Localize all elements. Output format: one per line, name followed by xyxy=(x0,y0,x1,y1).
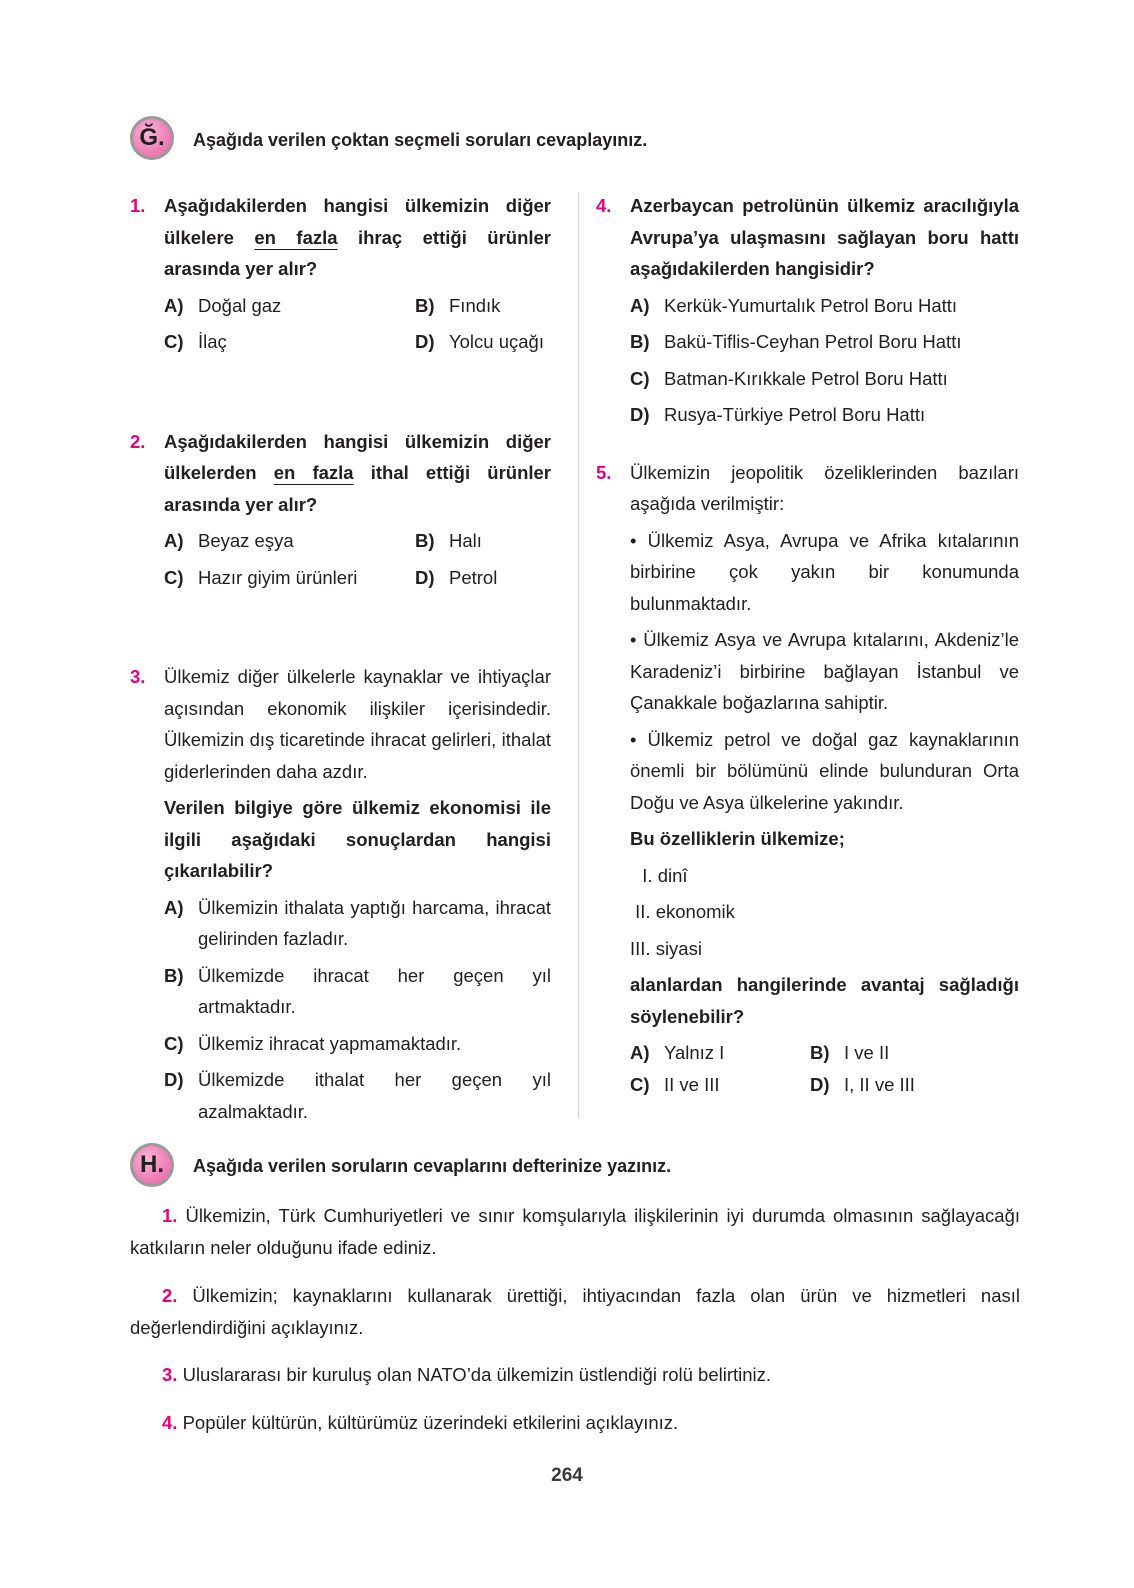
question-stem xyxy=(164,190,551,285)
section-badge-h xyxy=(130,1143,174,1187)
option-letter: A) xyxy=(164,896,184,918)
option-a[interactable] xyxy=(164,525,415,557)
question-text: Popüler kültürün, kültürümüz üzerindeki etkilerini açıklayınız. xyxy=(177,1412,679,1433)
option-text: Hazır giyim ürünleri xyxy=(198,566,358,588)
option-text: Bakü-Tiflis-Ceyhan Petrol Boru Hattı xyxy=(664,331,962,352)
option-text: Yolcu uçağı xyxy=(449,331,544,352)
question-number: 1. xyxy=(162,1205,178,1226)
question-1 xyxy=(130,190,551,358)
options xyxy=(630,290,1019,431)
option-text: Ülkemizin ithalata yaptığı harcama, ihracat gelirinden fazladır. xyxy=(198,896,551,949)
question-stem: Verilen bilgiye göre ülkemiz ekonomisi ile ilgili aşağıdaki sonuçlardan hangisi çıkarılabilir? xyxy=(164,797,551,881)
option-text: I, II ve III xyxy=(844,1073,915,1095)
option-text: Ülkemizde ithalat her geçen yıl azalmaktadır. xyxy=(198,1069,551,1122)
emphasis-underline: en fazla xyxy=(273,462,354,483)
option-b[interactable] xyxy=(810,1037,1019,1069)
option-letter: A) xyxy=(630,1042,650,1063)
option-d[interactable] xyxy=(415,562,551,594)
question-number: 1. xyxy=(130,195,146,216)
section-badge-g-label: Ğ. xyxy=(139,124,165,151)
option-text: Doğal gaz xyxy=(198,294,282,316)
question-number: 5. xyxy=(596,461,612,483)
option-letter: D) xyxy=(164,1069,184,1090)
open-question-1 xyxy=(130,1200,1020,1264)
option-letter: B) xyxy=(810,1042,830,1063)
option-b[interactable] xyxy=(630,326,1019,358)
option-text: Yalnız I xyxy=(664,1042,725,1063)
option-text: I ve II xyxy=(844,1042,890,1063)
option-c[interactable] xyxy=(630,1069,810,1101)
option-text: İlaç xyxy=(198,331,227,352)
option-d[interactable] xyxy=(630,399,1019,431)
section-badge-h-label: H. xyxy=(140,1151,164,1178)
option-letter: C) xyxy=(164,331,184,352)
question-intro: Ülkemizin jeopolitik özeliklerinden bazıları aşağıda verilmiştir: xyxy=(630,461,1019,514)
question-stem: alanlardan hangilerinde avantaj sağladığı söylenebilir? xyxy=(630,974,1019,1027)
option-d[interactable] xyxy=(415,326,551,358)
option-text: Petrol xyxy=(449,566,498,588)
question-5 xyxy=(596,457,1019,1101)
stem-text: ithal ettiği ürünler arasında yer alır? xyxy=(164,462,551,515)
question-number: 3. xyxy=(162,1364,178,1385)
option-letter: C) xyxy=(164,566,184,588)
stem-text: ihraç ettiği ürünler arasında yer alır? xyxy=(164,226,552,279)
option-b[interactable] xyxy=(164,960,551,1023)
stem-text: Aşağıdakilerden hangisi ülkemizin diğer ülkelere xyxy=(164,195,551,248)
option-a[interactable] xyxy=(164,290,415,322)
question-text: Ülkemizin, Türk Cumhuriyetleri ve sınır komşularıyla ilişkilerinin iyi durumda olmasının sağlayacağı katkıların neler olduğunu ifade ediniz. xyxy=(130,1205,1020,1258)
option-text: Fındık xyxy=(449,294,501,316)
option-c[interactable] xyxy=(164,562,415,594)
section-h-title: Aşağıda verilen soruların cevaplarını defterinize yazınız. xyxy=(193,1156,672,1176)
page-number: 264 xyxy=(551,1465,583,1486)
options xyxy=(164,290,551,358)
option-d[interactable] xyxy=(810,1069,1019,1101)
emphasis-underline: en fazla xyxy=(254,226,338,248)
bullet-item: • Ülkemiz Asya, Avrupa ve Afrika kıtalarının birbirine çok yakın bir konumunda bulunmaktadır. xyxy=(630,529,1019,614)
option-letter: B) xyxy=(630,331,650,352)
right-column xyxy=(596,190,1019,1100)
options xyxy=(164,525,551,593)
option-c[interactable] xyxy=(630,363,1019,395)
bullet-item: • Ülkemiz Asya ve Avrupa kıtalarını, Akdeniz’le Karadeniz’i birbirine bağlayan İstanbul ve Çanakkale boğazlarına sahiptir. xyxy=(630,629,1019,713)
question-3 xyxy=(130,661,551,1127)
option-letter: D) xyxy=(810,1073,830,1095)
open-question-3 xyxy=(130,1359,1020,1391)
open-question-4 xyxy=(130,1407,1020,1439)
question-text: Uluslararası bir kuruluş olan NATO’da ülkemizin üstlendiği rolü belirtiniz. xyxy=(177,1364,772,1385)
option-b[interactable] xyxy=(415,525,551,557)
option-letter: D) xyxy=(415,566,435,588)
option-text: Kerkük-Yumurtalık Petrol Boru Hattı xyxy=(664,294,958,316)
section-badge-g xyxy=(130,116,174,160)
column-divider xyxy=(578,192,579,1117)
option-a[interactable] xyxy=(630,290,1019,322)
option-a[interactable] xyxy=(630,1037,810,1069)
stem-text: Aşağıdakilerden hangisi ülkemizin diğer ülkelerden xyxy=(164,430,551,483)
open-question-2 xyxy=(130,1280,1020,1344)
option-text: Ülkemiz ihracat yapmamaktadır. xyxy=(198,1032,462,1054)
option-letter: B) xyxy=(415,530,435,551)
options xyxy=(630,1037,1019,1100)
question-number: 2. xyxy=(130,430,146,452)
question-text: Ülkemizin; kaynaklarını kullanarak ürettiği, ihtiyacından fazla olan ürün ve hizmetleri nasıl değerlendirdiğini açıklayınız. xyxy=(130,1285,1020,1338)
options xyxy=(164,892,551,1128)
option-c[interactable] xyxy=(164,1028,551,1060)
option-b[interactable] xyxy=(415,290,551,322)
bullet-item: • Ülkemiz petrol ve doğal gaz kaynaklarının önemli bir bölümünü elinde bulunduran Orta Doğu ve Asya ülkelerine yakındır. xyxy=(630,728,1019,813)
option-d[interactable] xyxy=(164,1064,551,1127)
option-letter: A) xyxy=(630,294,650,316)
question-2 xyxy=(130,426,551,594)
option-letter: C) xyxy=(164,1032,184,1054)
roman-item-2: II. ekonomik xyxy=(630,901,735,922)
option-text: Rusya-Türkiye Petrol Boru Hattı xyxy=(664,404,926,425)
option-letter: B) xyxy=(415,294,435,316)
option-text: II ve III xyxy=(664,1073,720,1095)
question-number: 3. xyxy=(130,666,146,687)
left-column xyxy=(130,190,551,1127)
option-letter: C) xyxy=(630,367,650,389)
option-letter: C) xyxy=(630,1073,650,1095)
option-letter: A) xyxy=(164,530,184,551)
section-g-title: Aşağıda verilen çoktan seçmeli soruları cevaplayınız. xyxy=(193,130,648,150)
question-stem: Azerbaycan petrolünün ülkemiz aracılığıyla Avrupa’ya ulaşmasını sağlayan boru hattı aşağıdakilerden hangisidir? xyxy=(630,195,1019,279)
option-text: Halı xyxy=(449,530,482,551)
question-number: 4. xyxy=(162,1412,178,1433)
roman-item-1: I. dinî xyxy=(632,864,688,886)
option-text: Ülkemizde ihracat her geçen yıl artmaktadır. xyxy=(198,964,551,1017)
option-letter: A) xyxy=(164,294,184,316)
option-text: Batman-Kırıkkale Petrol Boru Hattı xyxy=(664,367,948,389)
question-4 xyxy=(596,190,1019,431)
option-text: Beyaz eşya xyxy=(198,530,294,551)
option-c[interactable] xyxy=(164,326,415,358)
question-lead: Bu özelliklerin ülkemize; xyxy=(630,828,845,849)
question-passage: Ülkemiz diğer ülkelerle kaynaklar ve ihtiyaçlar açısından ekonomik ilişkiler içerisindedir. Ülkemizin dış ticaretinde ihracat gelirleri, ithalat giderlerinden daha azdır. xyxy=(164,666,551,782)
option-letter: D) xyxy=(630,404,650,425)
option-letter: D) xyxy=(415,331,435,352)
option-a[interactable] xyxy=(164,892,551,955)
option-letter: B) xyxy=(164,964,184,986)
question-number: 4. xyxy=(596,195,612,216)
roman-item-3: III. siyasi xyxy=(630,937,702,959)
question-number: 2. xyxy=(162,1285,178,1306)
question-stem xyxy=(164,426,551,521)
